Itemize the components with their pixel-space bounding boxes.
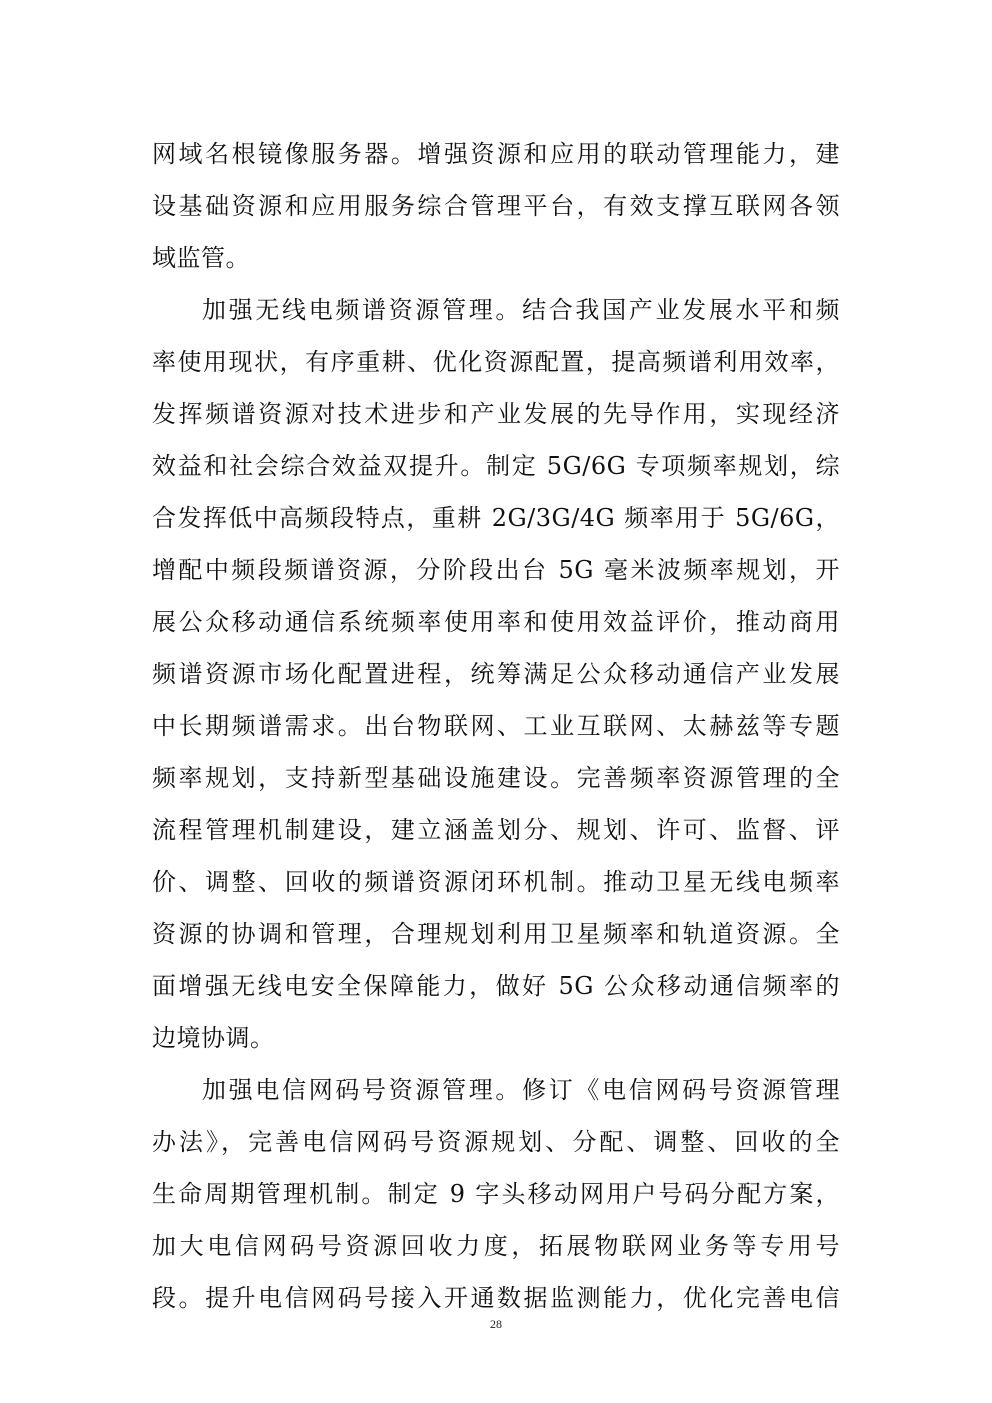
page-number: 28: [490, 1317, 502, 1331]
text-line: 域监管。: [152, 244, 250, 272]
text-line: 段。提升电信网码号接入开通数据监测能力，优化完善电信: [152, 1284, 840, 1312]
text-line: 发挥频谱资源对技术进步和产业发展的先导作用，实现经济: [152, 400, 840, 428]
text-line: 设基础资源和应用服务综合管理平台，有效支撑互联网各领: [152, 192, 840, 220]
text-line: 流程管理机制建设，建立涵盖划分、规划、许可、监督、评: [152, 816, 840, 844]
text-line: 加强电信网码号资源管理。修订《电信网码号资源管理: [202, 1076, 840, 1104]
text-line: 办法》，完善电信网码号资源规划、分配、调整、回收的全: [152, 1128, 840, 1156]
text-line: 频率规划，支持新型基础设施建设。完善频率资源管理的全: [152, 764, 840, 792]
text-line: 频谱资源市场化配置进程，统筹满足公众移动通信产业发展: [152, 660, 840, 688]
text-line: 增配中频段频谱资源，分阶段出台 5G 毫米波频率规划，开: [152, 556, 840, 584]
text-line: 合发挥低中高频段特点，重耕 2G/3G/4G 频率用于 5G/6G，: [152, 504, 840, 532]
text-line: 生命周期管理机制。制定 9 字头移动网用户号码分配方案，: [152, 1180, 840, 1208]
text-line: 展公众移动通信系统频率使用率和使用效益评价，推动商用: [152, 608, 840, 636]
text-line: 加强无线电频谱资源管理。结合我国产业发展水平和频: [202, 296, 840, 324]
text-line: 边境协调。: [152, 1024, 275, 1052]
text-line: 率使用现状，有序重耕、优化资源配置，提高频谱利用效率，: [152, 348, 840, 376]
text-line: 面增强无线电安全保障能力，做好 5G 公众移动通信频率的: [152, 972, 840, 1000]
text-line: 效益和社会综合效益双提升。制定 5G/6G 专项频率规划，综: [152, 452, 840, 480]
text-line: 网域名根镜像服务器。增强资源和应用的联动管理能力，建: [152, 140, 840, 168]
text-line: 加大电信网码号资源回收力度，拓展物联网业务等专用号: [152, 1232, 840, 1260]
text-line: 资源的协调和管理，合理规划利用卫星频率和轨道资源。全: [152, 920, 840, 948]
text-line: 中长期频谱需求。出台物联网、工业互联网、太赫兹等专题: [152, 712, 840, 740]
text-line: 价、调整、回收的频谱资源闭环机制。推动卫星无线电频率: [152, 868, 840, 896]
